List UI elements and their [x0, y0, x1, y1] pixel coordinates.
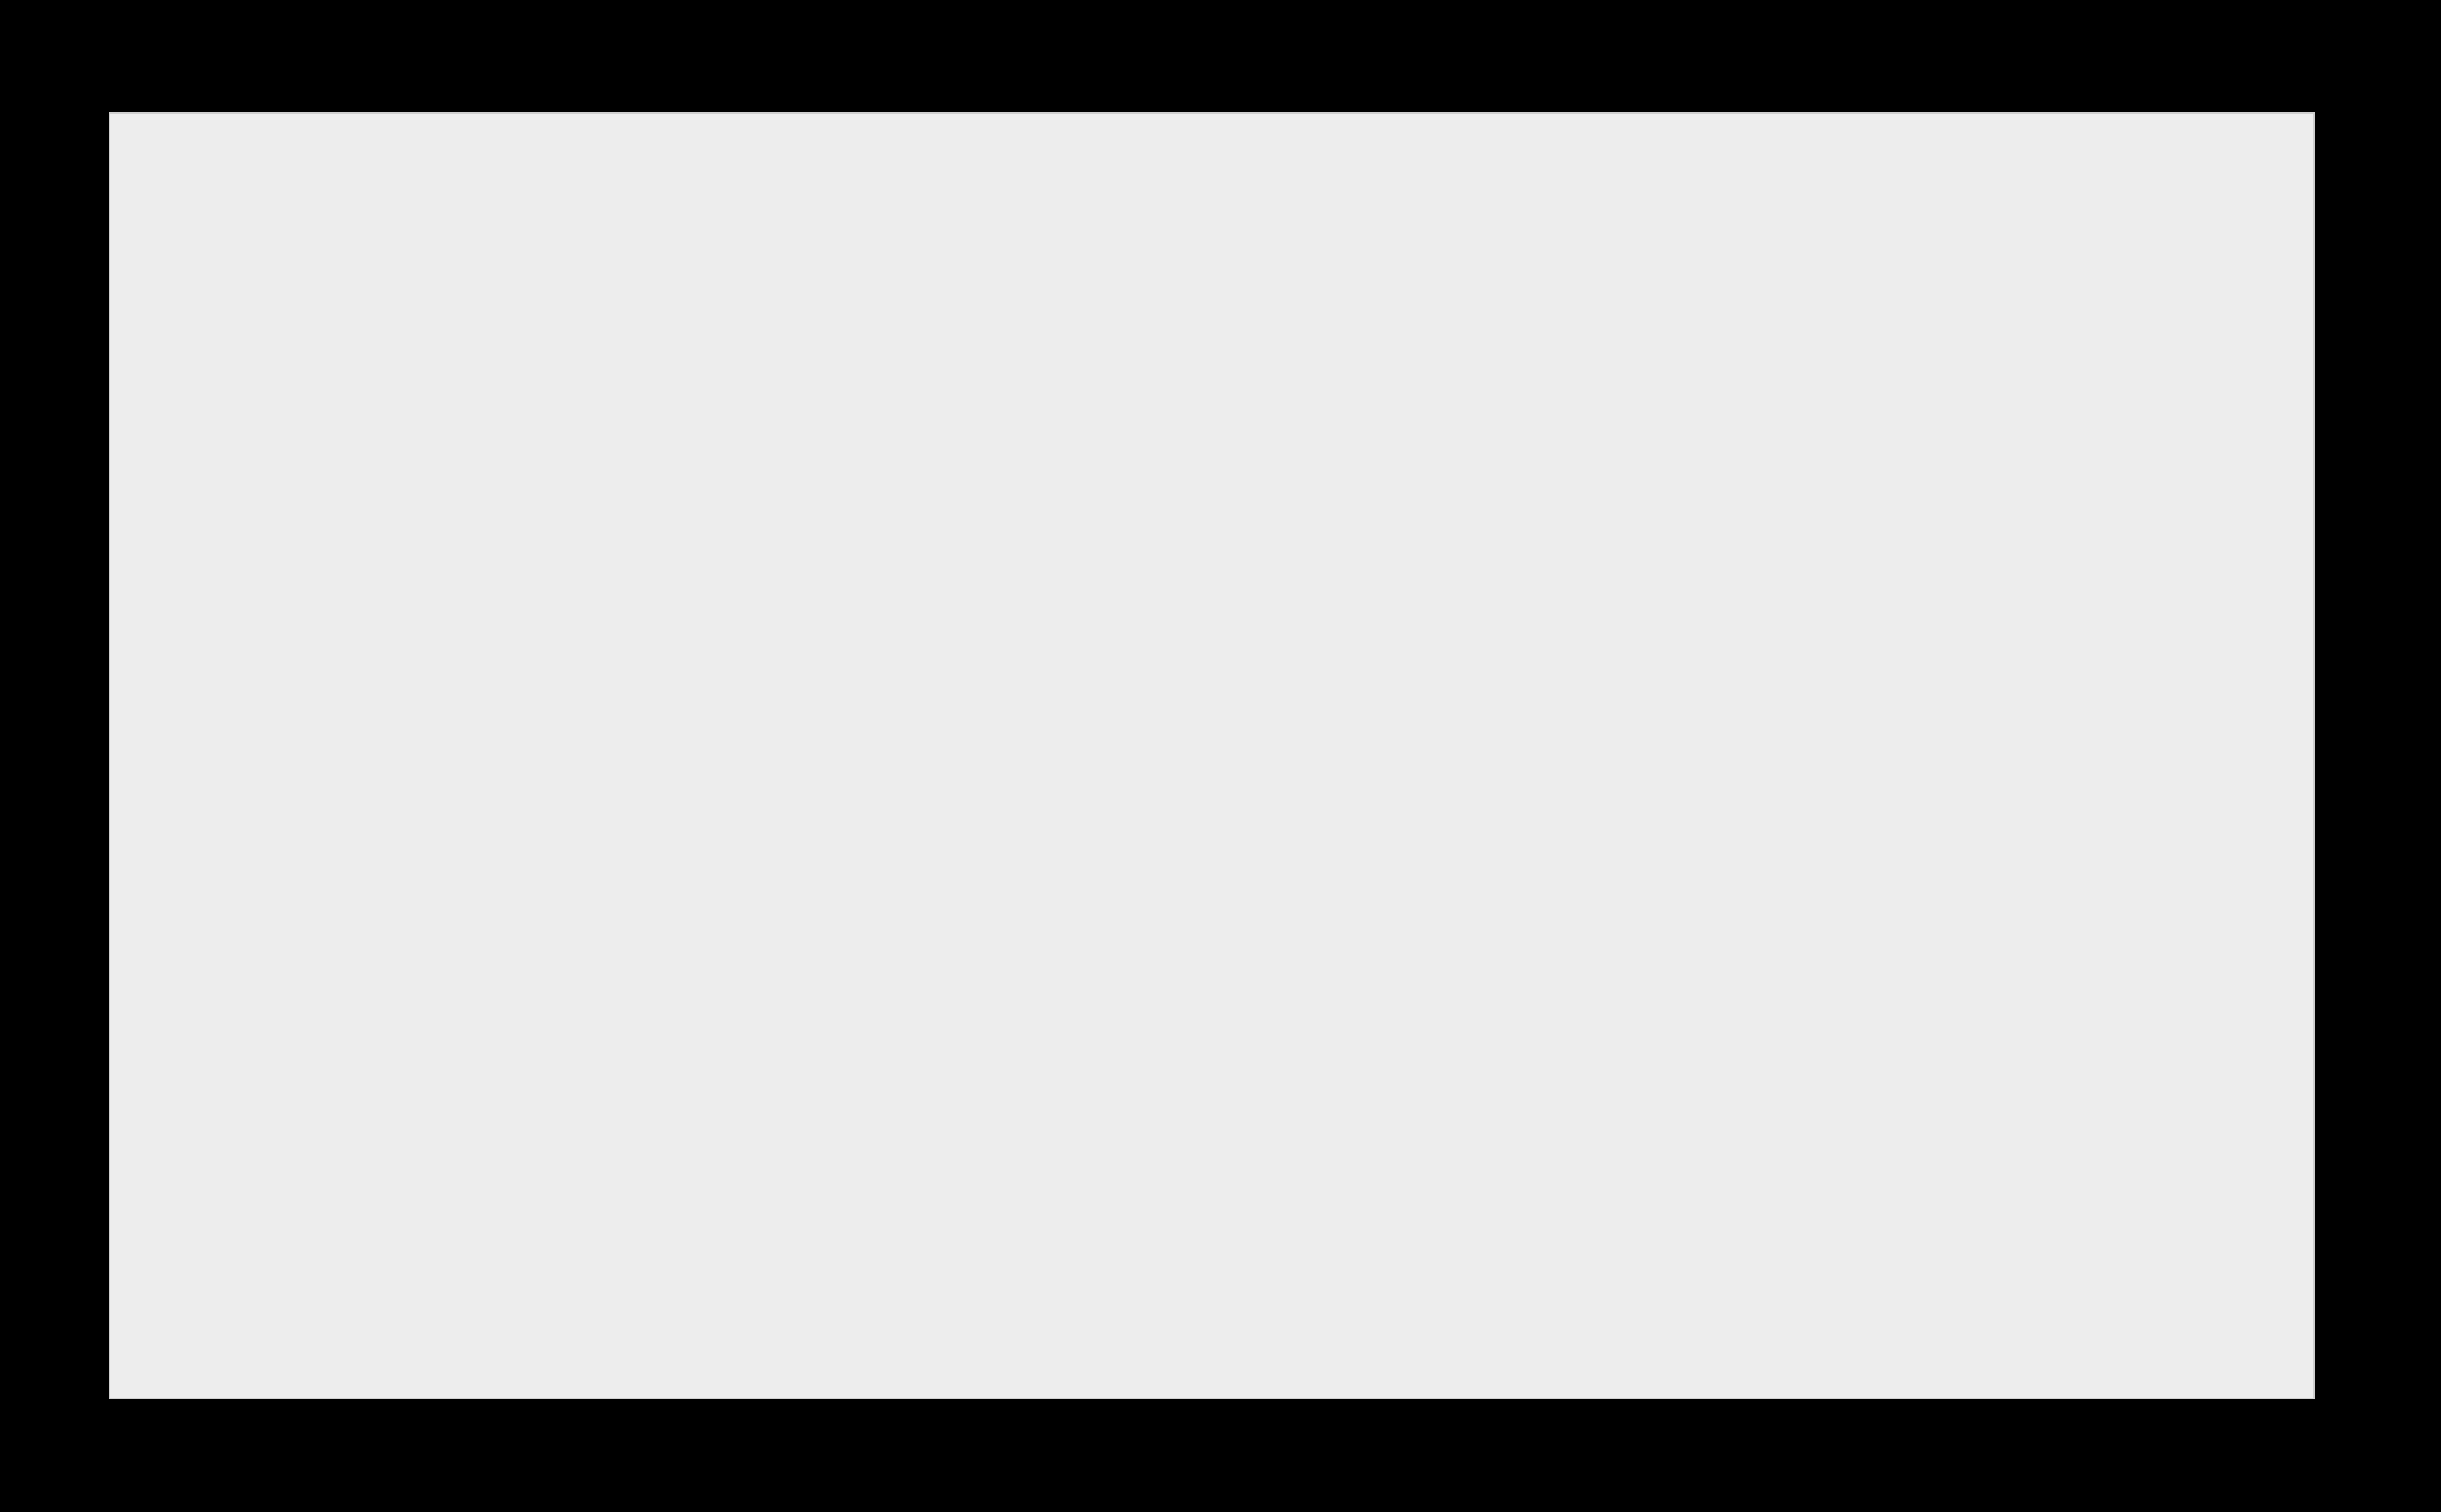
- census-card: [109, 112, 2315, 1399]
